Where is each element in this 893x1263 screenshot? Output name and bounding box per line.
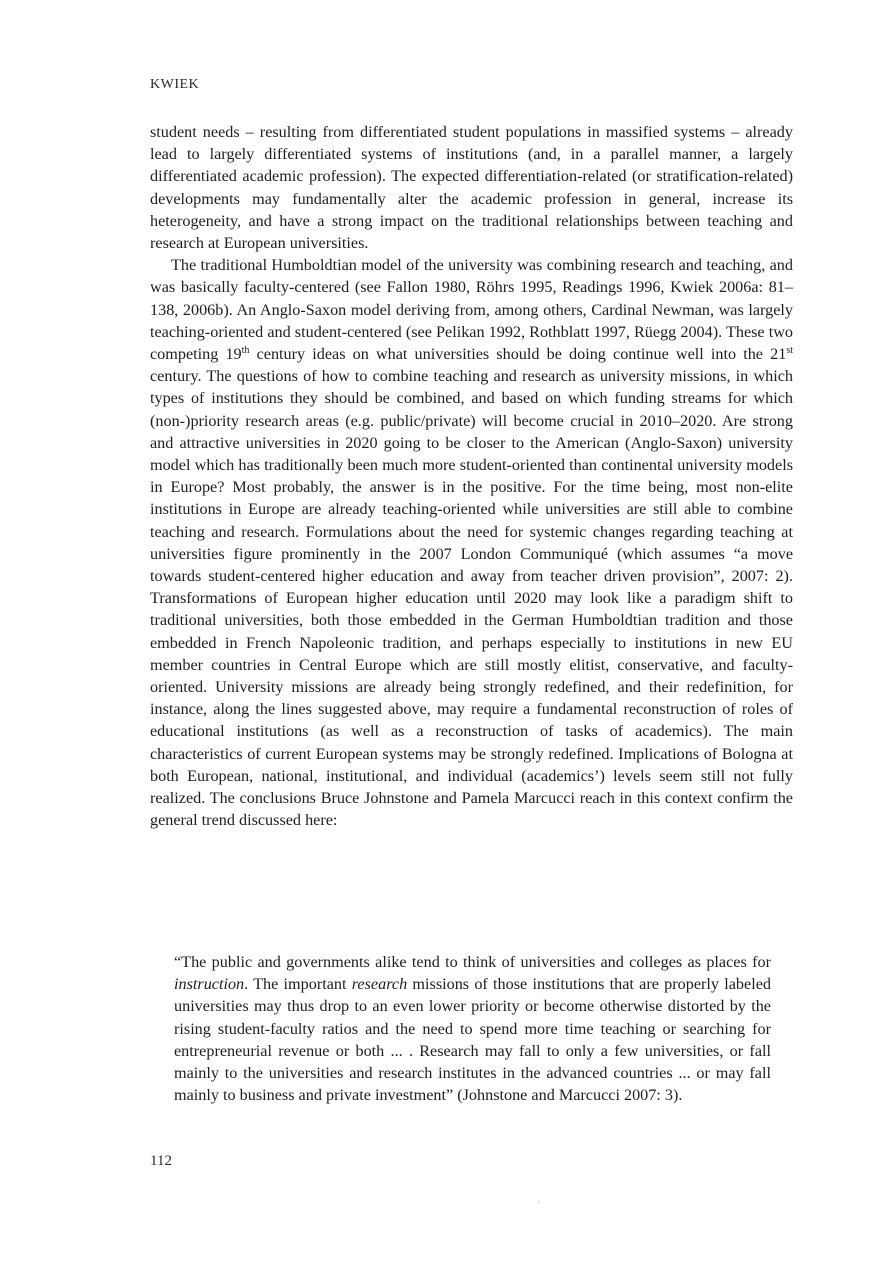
paragraph-2-text-a: The traditional Humboldtian model of the university was combining research and teaching, and was basically faculty-centered (see Fallon 1980, Röhrs 1995, Readings 1996, Kwiek 2006a: 81–138, 2006b). An Anglo-Saxon model deriving from, among others, Cardinal Newman, was largely teaching-oriented and student-centered (see Pelikan 1992, Rothblatt 1997, Rüegg 2004). These two competing 19: [150, 256, 793, 364]
quote-emphasis-instruction: instruction: [174, 975, 245, 994]
body-text: [150, 121, 793, 832]
page-number: 112: [150, 1153, 172, 1169]
quote-text-a: “The public and governments alike tend to think of universities and colleges as places for: [174, 953, 771, 971]
superscript-st: st: [786, 345, 793, 357]
quote-emphasis-research: research: [351, 975, 408, 994]
paragraph-2-text-b: century ideas on what universities should be doing continue well into the 21: [249, 345, 787, 364]
paragraph-2-text-c: century. The questions of how to combine teaching and research as university missions, in which types of institutions they should be combined, and based on which funding streams for which (non-)priority research areas (e.g. public/private) will become crucial in 2010–2020. Are strong and attractive universities in 2020 going to be closer to the American (Anglo-Saxon) university model which has traditionally been much more student-oriented than continental university models in Europe? Most probably, the answer is in the positive. For the time being, most non-elite institutions in Europe are already teaching-oriented while universities are still able to combine teaching and research. Formulations about the need for systemic changes regarding teaching at universities figure prominently in the 2007 London Communiqué (which assumes “a move towards student-centered higher education and away from teacher driven provision”, 2007: 2). Transformations of European higher education until 2020 may look like a paradigm shift to traditional universities, both those embedded in the German Humboldtian tradition and those embedded in French Napoleonic tradition, and perhaps especially to institutions in new EU member countries in Central Europe which are still mostly elitist, conservative, and faculty-oriented. University missions are already being strongly redefined, and their redefinition, for instance, along the lines suggested above, may require a fundamental reconstruction of roles of educational institutions (as well as a reconstruction of tasks of academics). The main characteristics of current European systems may be strongly redefined. Implications of Bologna at both European, national, institutional, and individual (academics’) levels seem still not fully realized. The conclusions Bruce Johnstone and Pamela Marcucci reach in this context confirm the general trend discussed here:: [150, 367, 793, 830]
running-head: KWIEK: [150, 77, 200, 92]
quote-text-b: . The important: [244, 975, 352, 994]
paragraph-1: student needs – resulting from differentiated student populations in massified systems – already lead to largely differentiated systems of institutions (and, in a parallel manner, a largely differentiated academic profession). The expected differentiation-related (or stratification-related) developments may fundamentally alter the academic profession in general, increase its heterogeneity, and have a strong impact on the traditional relationships between teaching and research at European universities.: [150, 123, 793, 253]
superscript-th: th: [241, 345, 250, 357]
block-quote: [174, 951, 771, 1106]
block-quote-text: [174, 951, 771, 1106]
paragraph-2: [150, 254, 793, 831]
scan-speck: [538, 1201, 539, 1203]
quote-text-c: missions of those institutions that are properly labeled universities may thus drop to an even lower priority or become otherwise distorted by the rising student-faculty ratios and the need to spend more time teaching or searching for entrepreneurial revenue or both ... . Research may fall to only a few universities, or fall mainly to the universities and research institutes in the advanced countries ... or may fall mainly to business and private investment” (Johnstone and Marcucci 2007: 3).: [174, 975, 771, 1105]
